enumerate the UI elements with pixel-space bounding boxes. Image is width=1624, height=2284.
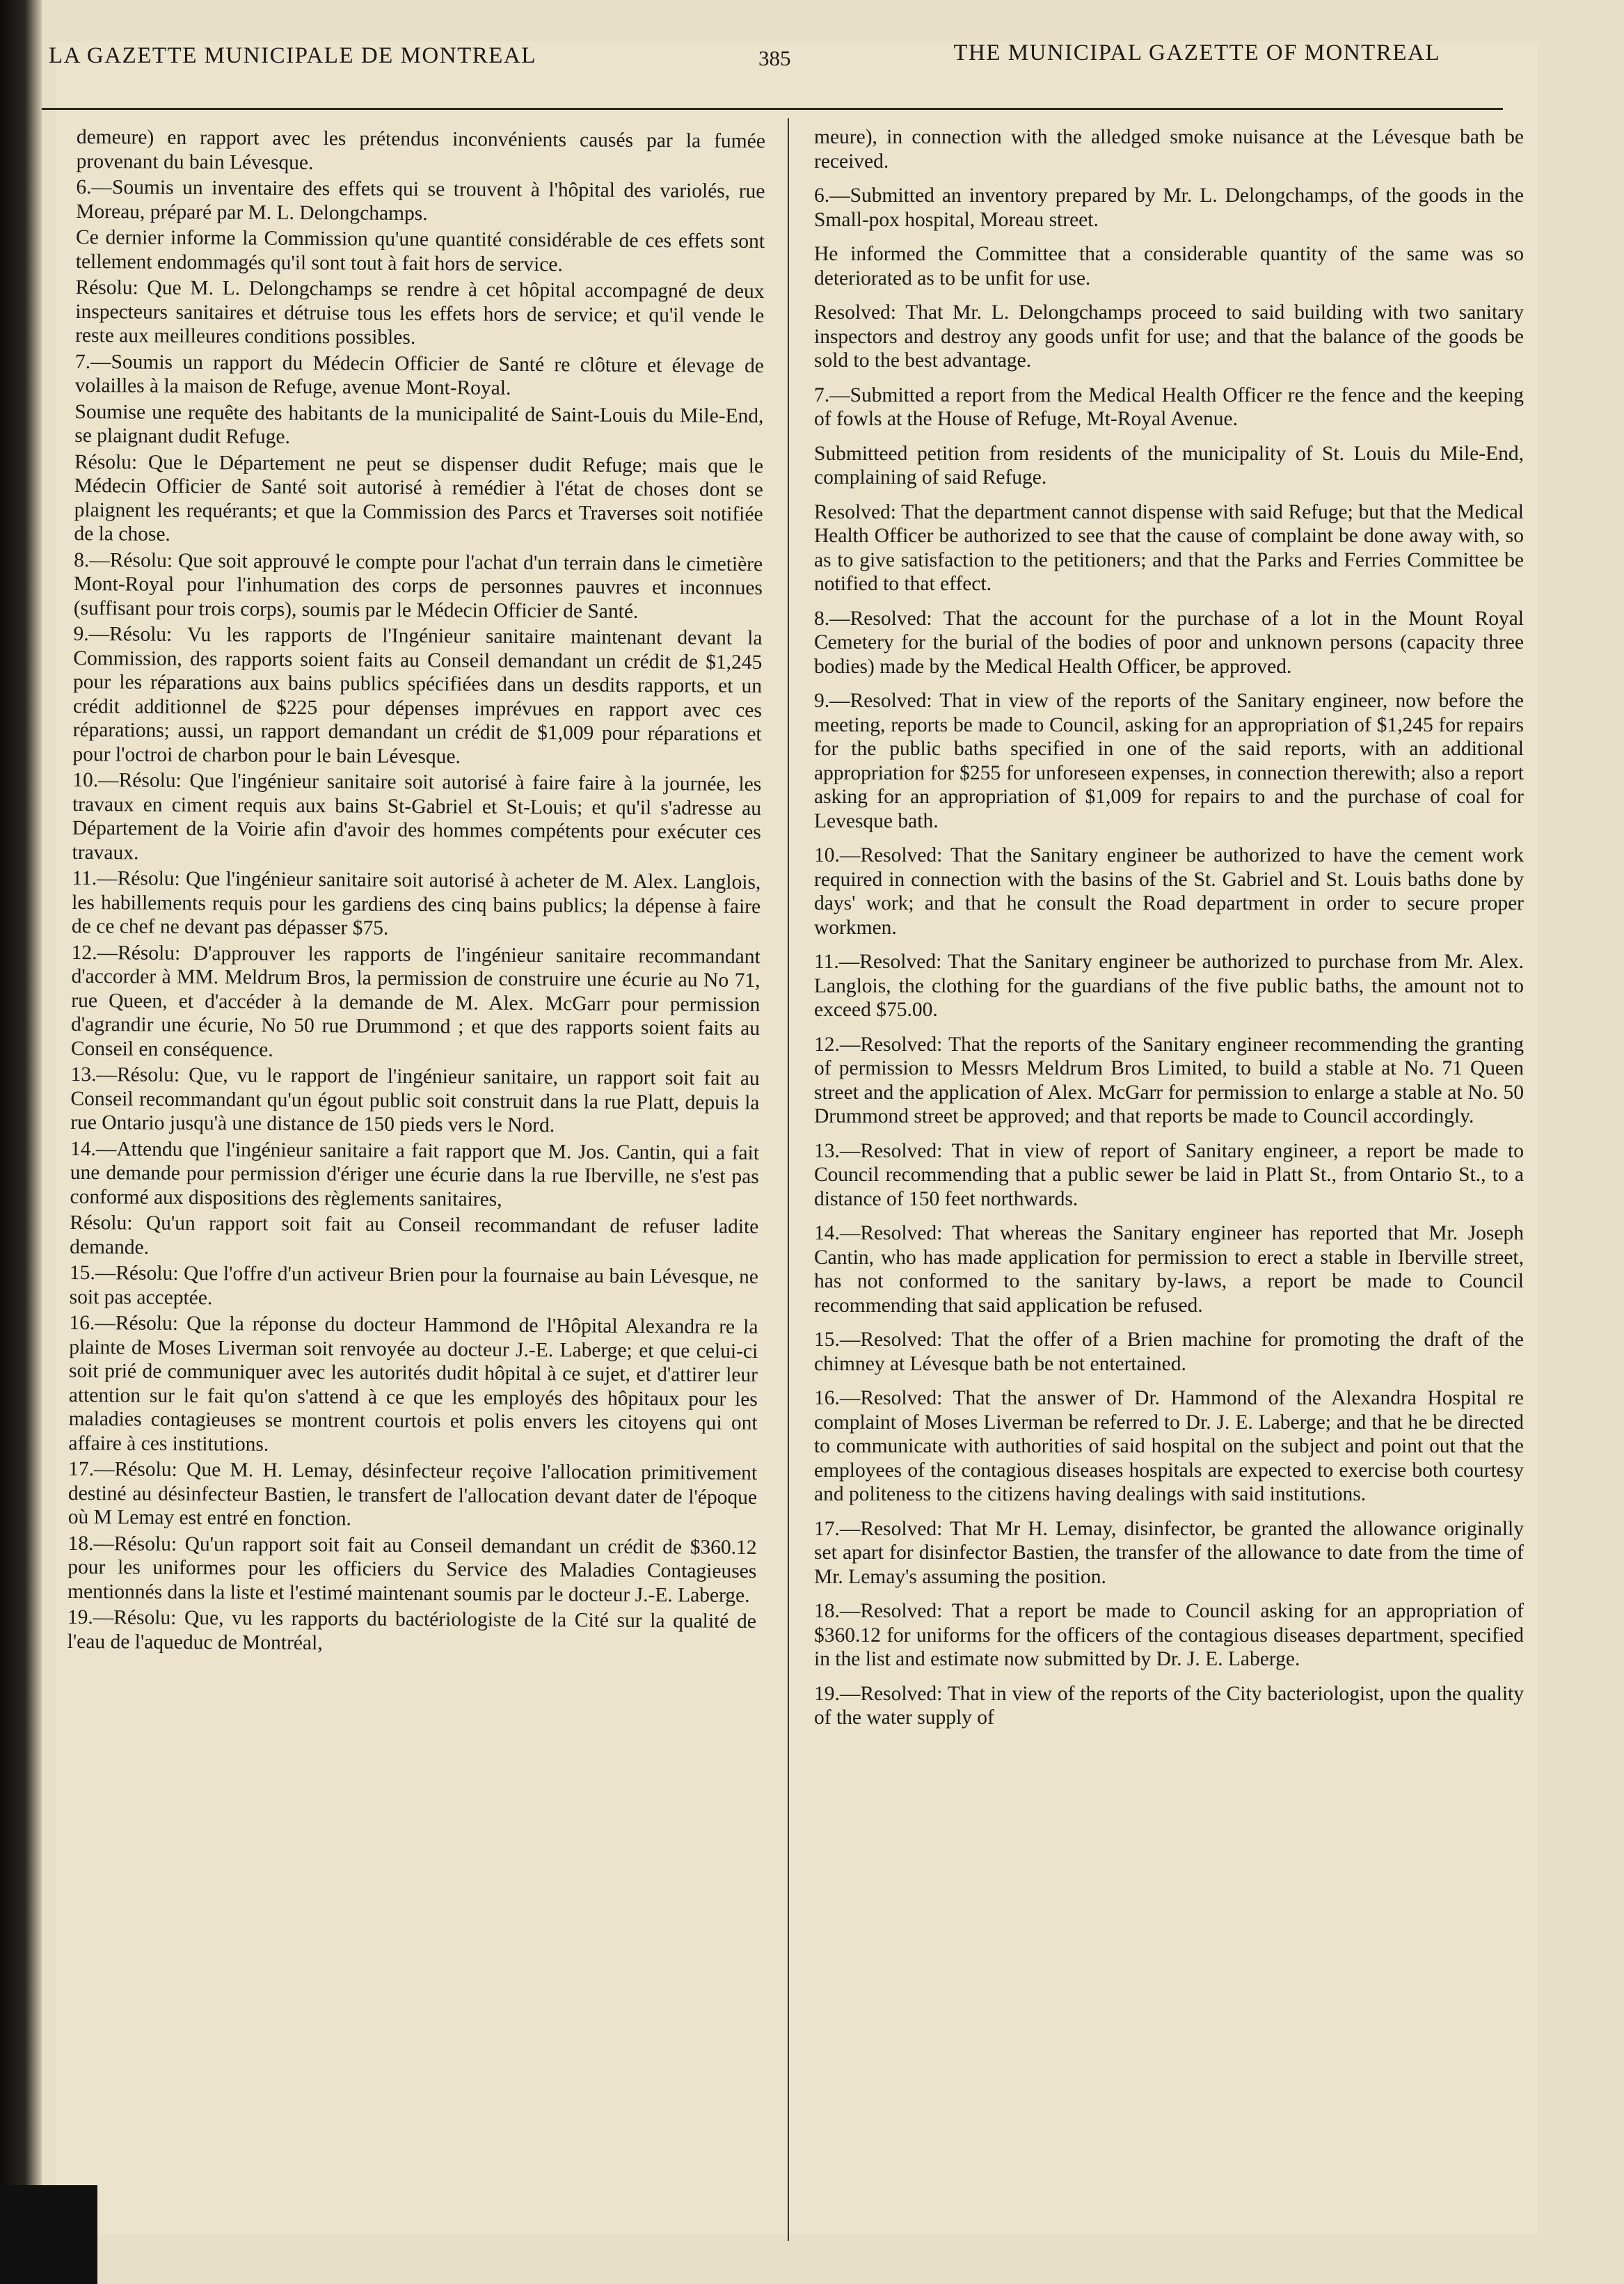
- paragraph: 15.—Résolu: Que l'offre d'un activeur Brien pour la fournaise au bain Lévesque, ne soit pas acceptée.: [69, 1261, 759, 1309]
- paragraph: Resolved: That the department cannot dispense with said Refuge; but that the Medical Health Officer be authorized to see that the cause of complaint be done away with, so as to give satisfaction to the petitioners; and that the Parks and Ferries Committee be notified to that effect.: [814, 500, 1524, 595]
- paragraph: 13.—Resolved: That in view of report of Sanitary engineer, a report be made to Council recommending that a public sewer be laid in Platt St., from Ontario St., to a distance of 150 feet northwards.: [814, 1139, 1524, 1210]
- paragraph: demeure) en rapport avec les prétendus inconvénients causés par la fumée provenant du bain Lévesque.: [76, 125, 765, 174]
- paragraph: Ce dernier informe la Commission qu'une quantité considérable de ces effets sont tellement endommagés qu'il sont tout à fait hors de service.: [75, 225, 765, 276]
- paragraph: 11.—Résolu: Que l'ingénieur sanitaire soit autorisé à acheter de M. Alex. Langlois, les habillements requis pour les gardiens des cinq bains publics; la dépense à faire de ce chef ne devant pas dépasser $75.: [71, 866, 761, 939]
- paragraph: 14.—Attendu que l'ingénieur sanitaire a fait rapport que M. Jos. Cantin, qui a fait une demande pour permission d'ériger une écurie dans la rue Iberville, ne s'est pas conformé aux dispositions des règlements sanitaires,: [70, 1137, 760, 1211]
- paragraph: 9.—Resolved: That in view of the reports of the Sanitary engineer, now before the meeting, reports be made to Council, asking for an appropriation of $1,245 for repairs for the public baths specified in one of the said reports, with an additional appropriation for $255 for unforeseen expenses, in connection therewith; also a report asking for an appropriation of $1,009 for repairs to and the purchase of coal for Levesque bath.: [814, 690, 1524, 832]
- spine-corner-shadow: [0, 2185, 97, 2284]
- paragraph: 9.—Résolu: Vu les rapports de l'Ingénieur sanitaire maintenant devant la Commission, des rapports soient faits au Conseil demandant un crédit de $1,245 pour les réparations aux bains publics spécifiées dans un desdits rapports, et un crédit additionnel de $225 pour dépenses imprévues en rapport avec ces réparations; aussi, un rapport demandant un crédit de $1,009 pour réparations et pour l'octroi de charbon pour le bain Lévesque.: [72, 622, 763, 768]
- header-rule: [42, 108, 1503, 110]
- page-header: [49, 29, 1440, 85]
- paragraph: 17.—Resolved: That Mr H. Lemay, disinfector, be granted the allowance originally set apart for disinfector Bastien, the transfer of the allowance to date from the time of Mr. Lemay's assuming the position.: [814, 1517, 1524, 1588]
- paragraph: Résolu: Que M. L. Delongchamps se rendre à cet hôpital accompagné de deux inspecteurs sanitaires et détruise tous les effets hors de service; et qu'il vende le reste aux meilleures conditions possibles.: [75, 276, 765, 349]
- paragraph: 12.—Résolu: D'approuver les rapports de l'ingénieur sanitaire recommandant d'accorder à MM. Meldrum Bros, la permission de construire une écurie au No 71, rue Queen, et d'accéder à la demande de M. Alex. McGarr pour permission d'agrandir une écurie, No 50 rue Drummond ; et que des rapports soient faits au Conseil en conséquence.: [70, 941, 761, 1061]
- paragraph: Soumise une requête des habitants de la municipalité de Saint-Louis du Mile-End, se plaignant dudit Refuge.: [74, 400, 764, 448]
- book-spine-shadow: [0, 0, 42, 2284]
- header-french-title: LA GAZETTE MUNICIPALE DE MONTREAL: [49, 43, 536, 68]
- paragraph: Resolved: That Mr. L. Delongchamps proceed to said building with two sanitary inspectors and destroy any goods unfit for use; and that the balance of the goods be sold to the best advantage.: [814, 301, 1524, 372]
- paragraph: 15.—Resolved: That the offer of a Brien machine for promoting the draft of the chimney at Lévesque bath be not entertained.: [814, 1329, 1524, 1375]
- paragraph: 8.—Resolved: That the account for the purchase of a lot in the Mount Royal Cemetery for the burial of the bodies of poor and unknown persons (capacity three bodies) made by the Medical Health Officer, be approved.: [814, 607, 1524, 678]
- paragraph: 18.—Résolu: Qu'un rapport soit fait au Conseil demandant un crédit de $360.12 pour les uniformes pour les officiers du Service des Maladies Contagieuses mentionnés dans la liste et l'estimé maintenant soumis par le docteur J.-E. Laberge.: [67, 1532, 757, 1607]
- paragraph: 10.—Résolu: Que l'ingénieur sanitaire soit autorisé à faire faire à la journée, les travaux en ciment requis aux bains St-Gabriel et St-Louis; et qu'il s'adresse au Département de la Voirie afin d'avoir des hommes compétents pour exécuter ces travaux.: [72, 768, 762, 864]
- paragraph: 11.—Resolved: That the Sanitary engineer be authorized to purchase from Mr. Alex. Langlois, the clothing for the guardians of the five public baths, the amount not to exceed $75.00.: [814, 951, 1524, 1021]
- column-divider: [788, 118, 789, 2241]
- paragraph: 7.—Soumis un rapport du Médecin Officier de Santé re clôture et élevage de volailles à la maison de Refuge, avenue Mont-Royal.: [74, 350, 765, 399]
- english-column: [814, 125, 1524, 1740]
- header-english-title: THE MUNICIPAL GAZETTE OF MONTREAL: [953, 40, 1440, 65]
- paragraph: 12.—Resolved: That the reports of the Sanitary engineer recommending the granting of permission to Messrs Meldrum Bros Limited, to build a stable at No. 71 Queen street and the application of Alex. McGarr for permission to enlarge a stable at No. 50 Drummond street be approved; and that reports be made to Council accordingly.: [814, 1033, 1524, 1127]
- paragraph: 18.—Resolved: That a report be made to Council asking for an appropriation of $360.12 for uniforms for the officers of the contagious diseases department, specified in the list and estimate now submitted by Dr. J. E. Laberge.: [814, 1600, 1524, 1670]
- paragraph: 16.—Resolved: That the answer of Dr. Hammond of the Alexandra Hospital re complaint of Moses Liverman be referred to Dr. J. E. Laberge; and that he be directed to communicate with authorities of said hospital on the subject and point out that the employees of the contagious diseases hospitals are expected to exercise both courtesy and politeness to the citizens having dealings with said institutions.: [814, 1387, 1524, 1505]
- page-number: 385: [758, 46, 791, 70]
- paragraph: 17.—Résolu: Que M. H. Lemay, désinfecteur reçoive l'allocation primitivement destiné au désinfecteur Bastien, le transfert de l'allocation devant dater de l'époque où M Lemay est entré en fonction.: [67, 1457, 758, 1530]
- paragraph: 16.—Résolu: Que la réponse du docteur Hammond de l'Hôpital Alexandra re la plainte de Moses Liverman soit renvoyée au docteur J.-E. Laberge; et que celui-ci soit prié de communiquer avec les autorités dudit hôpital à ce sujet, et d'attirer leur attention sur le fait qu'on s'attend à ce que les employés des hôpitaux pour les maladies contagieuses se montrent courtois et polis envers les citoyens qui ont affaire à ces institutions.: [68, 1311, 758, 1456]
- paragraph: 13.—Résolu: Que, vu le rapport de l'ingénieur sanitaire, un rapport soit fait au Conseil recommandant qu'un égout public soit construit dans la rue Platt, depuis la rue Ontario jusqu'à une distance de 150 pieds vers le Nord.: [70, 1063, 760, 1137]
- paragraph: meure), in connection with the alledged smoke nuisance at the Lévesque bath be received.: [814, 126, 1524, 173]
- paragraph: 6.—Submitted an inventory prepared by Mr. L. Delongchamps, of the goods in the Small-pox hospital, Moreau street.: [814, 184, 1524, 231]
- paragraph: Résolu: Que le Département ne peut se dispenser dudit Refuge; mais que le Médecin Officier de Santé soit autorisé à remédier à l'état de choses dont se plaignent les requérants; et que la Commission des Parcs et Traverses soit notifiée de la chose.: [74, 450, 764, 546]
- french-column: [67, 125, 765, 1660]
- paragraph: 19.—Resolved: That in view of the reports of the City bacteriologist, upon the quality of the water supply of: [814, 1682, 1524, 1729]
- paragraph: He informed the Committee that a considerable quantity of the same was so deteriorated as to be unfit for use.: [814, 243, 1524, 290]
- paragraph: Résolu: Qu'un rapport soit fait au Conseil recommandant de refuser ladite demande.: [70, 1211, 759, 1259]
- paragraph: 6.—Soumis un inventaire des effets qui se trouvent à l'hôpital des variolés, rue Moreau, préparé par M. L. Delongchamps.: [76, 175, 765, 225]
- paragraph: 14.—Resolved: That whereas the Sanitary engineer has reported that Mr. Joseph Cantin, who has made application for permission to erect a stable in Iberville street, has not conformed to the sanitary by-laws, a report be made to Council recommending that said application be refused.: [814, 1222, 1524, 1317]
- paragraph: 7.—Submitted a report from the Medical Health Officer re the fence and the keeping of fowls at the House of Refuge, Mt-Royal Avenue.: [814, 383, 1524, 430]
- paragraph: 8.—Résolu: Que soit approuvé le compte pour l'achat d'un terrain dans le cimetière Mont-Royal pour l'inhumation des corps de personnes pauvres et inconnues (suffisant pour trois corps), soumis par le Médecin Officier de Santé.: [73, 548, 763, 623]
- paragraph: 10.—Resolved: That the Sanitary engineer be authorized to have the cement work required in connection with the basins of the St. Gabriel and St. Louis baths done by days' work; and that he consult the Road department in order to secure proper workmen.: [814, 844, 1524, 939]
- paragraph: 19.—Résolu: Que, vu les rapports du bactériologiste de la Cité sur la qualité de l'eau de l'aqueduc de Montréal,: [67, 1605, 756, 1654]
- paragraph: Submitteed petition from residents of the municipality of St. Louis du Mile-End, complaining of said Refuge.: [814, 442, 1524, 489]
